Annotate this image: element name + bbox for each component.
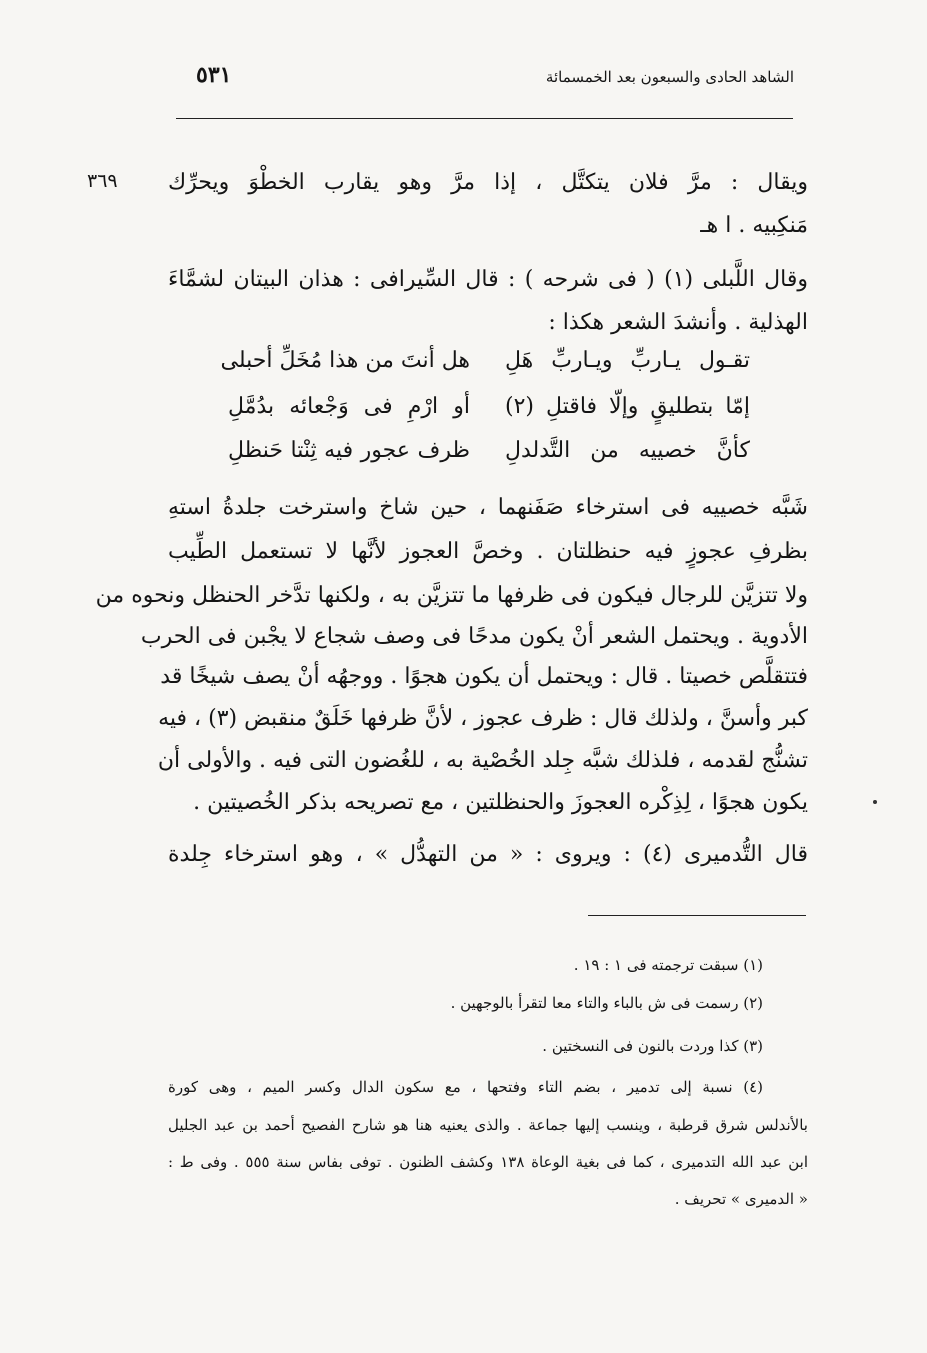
- footnote-4-line: بالأندلس شرق قرطبة ، وينسب إليها جماعة . والذى يعنيه هنا هو شارح الفصيح أحمد بن عبد الجليل: [168, 1116, 808, 1134]
- margin-dot: [873, 800, 877, 804]
- verse-first-hemistich: تقـول يـاربِّ ويـاربِّ هَلِ: [505, 348, 750, 373]
- body-line: شَبَّه خصييه فى استرخاء صَفَنهما ، حين شاخ واسترخت جلدةُ استهِ: [168, 495, 808, 520]
- body-line: الهذلية . وأنشدَ الشعر هكذا :: [548, 310, 808, 335]
- margin-reference-number: ٣٦٩: [87, 170, 118, 192]
- verse-second-hemistich: هل أنتَ من هذا مُخَلِّ أحبلى: [220, 348, 470, 373]
- page-number: ٥٣١: [196, 62, 232, 88]
- running-header-title: الشاهد الحادى والسبعون بعد الخمسمائة: [545, 68, 794, 86]
- body-line: الأدوية . ويحتمل الشعر أنْ يكون مدحًا فى وصف شجاع لا يجْبن فى الحرب: [140, 624, 808, 649]
- footnote-2: (٢) رسمت فى ش بالباء والتاء معا لتقرأ بالوجهين .: [450, 994, 763, 1012]
- body-line: يكون هجوًا ، لِذِكْره العجوزَ والحنظلتين ، مع تصريحه بذكر الخُصيتين .: [193, 790, 808, 815]
- body-line: ويقال : مرَّ فلان يتكتَّل ، إذا مرَّ وهو يقارب الخطْوَ ويحرِّك: [168, 170, 808, 195]
- body-line: مَنكِبيه . ا هـ: [700, 213, 808, 238]
- verse-first-hemistich: إمّا بتطليقٍ وإلّا فاقتلِ (٢): [505, 394, 750, 419]
- footnote-3: (٣) كذا وردت بالنون فى النسختين .: [542, 1037, 763, 1055]
- footnote-divider: [588, 915, 806, 916]
- body-line: تشنُّج لقدمه ، فلذلك شبَّه جِلد الخُصْية به ، للغُضون التى فيه . والأولى أن: [157, 748, 808, 773]
- body-line: بظرفِ عجوزٍ فيه حنظلتان . وخصَّ العجوز لأنَّها لا تستعمل الطِّيب: [168, 539, 808, 564]
- footnote-4-line: « الدميرى » تحريف .: [674, 1190, 808, 1208]
- body-line: ولا تتزيَّن للرجال فيكون فى ظرفها ما تتزيَّن به ، ولكنها تدَّخر الحنظل ونحوه من: [95, 583, 808, 608]
- body-line: قال التُّدميرى (٤) : ويروى : « من التهدُّل » ، وهو استرخاء جِلدة: [168, 842, 809, 867]
- verse-second-hemistich: أو ارْمِ فى وَجْعائه بدُمَّلِ: [228, 394, 470, 419]
- footnote-4-line: (٤) نسبة إلى تدمير ، بضم التاء وفتحها ، مع سكون الدال وكسر الميم ، وهى كورة: [168, 1078, 763, 1096]
- header-divider: [176, 118, 793, 119]
- verse-second-hemistich: ظرف عجور فيه ثِنْتا حَنظلِ: [228, 438, 470, 463]
- body-line: فتتقلَّص خصيتا . قال : ويحتمل أن يكون هجوًا . ووجهُه أنْ يصف شيخًا قد: [160, 664, 808, 689]
- body-line: وقال اللَّبلى (١) ( فى شرحه ) : قال السِّيرافى : هذان البيتان لشمَّاءَ: [168, 267, 808, 292]
- verse-first-hemistich: كأنَّ خصييه من التَّدلدلِ: [505, 438, 750, 463]
- footnote-4-line: ابن عبد الله التدميرى ، كما فى بغية الوعاة ١٣٨ وكشف الظنون . توفى بفاس سنة ٥٥٥ . وفى ط :: [168, 1153, 808, 1171]
- footnote-1: (١) سبقت ترجمته فى ١ : ١٩ .: [573, 956, 763, 974]
- body-line: كبر وأسنَّ ، ولذلك قال : ظرف عجوز ، لأنَّ ظرفها خَلَقٌ منقبض (٣) ، فيه: [158, 706, 808, 731]
